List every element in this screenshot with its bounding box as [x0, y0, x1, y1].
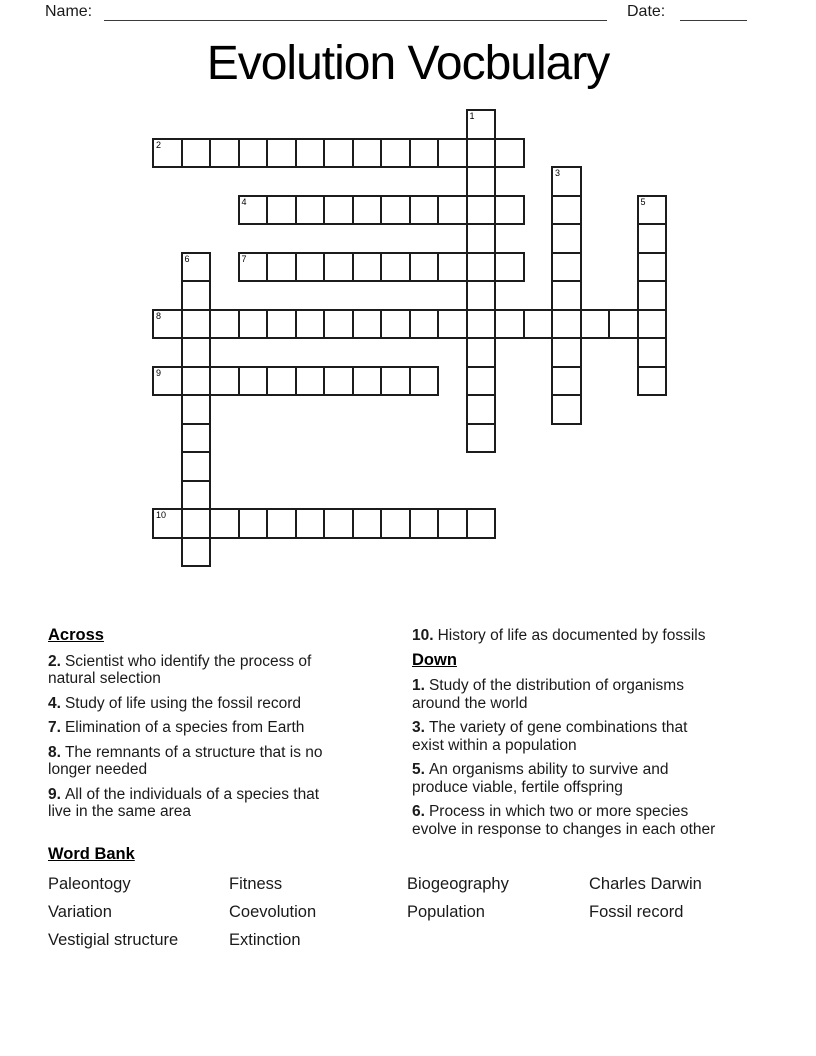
grid-cell[interactable]	[352, 252, 383, 283]
word-bank-item: Fossil record	[589, 903, 684, 921]
grid-cell[interactable]	[409, 252, 440, 283]
grid-cell[interactable]	[551, 252, 582, 283]
grid-cell[interactable]	[551, 394, 582, 425]
clue-text: Scientist who identify the process of	[64, 652, 312, 670]
grid-cell[interactable]	[295, 195, 326, 226]
clue-text: All of the individuals of a species that	[64, 785, 320, 803]
grid-cell[interactable]	[466, 138, 497, 169]
grid-cell[interactable]	[181, 423, 212, 454]
grid-cell-number: 3	[555, 168, 561, 178]
grid-cell[interactable]	[466, 508, 497, 539]
grid-cell[interactable]	[466, 252, 497, 283]
grid-cell[interactable]	[295, 138, 326, 169]
grid-cell[interactable]	[209, 366, 240, 397]
clue-number: 9.	[48, 785, 61, 803]
clue-down-5	[412, 761, 786, 796]
grid-cell[interactable]	[181, 394, 212, 425]
clue-text-line2: live in the same area	[48, 803, 192, 820]
grid-cell[interactable]	[238, 309, 269, 340]
grid-cell[interactable]	[295, 309, 326, 340]
grid-cell[interactable]	[409, 366, 440, 397]
clue-text: The variety of gene combinations that	[428, 719, 688, 736]
grid-cell[interactable]	[238, 508, 269, 539]
grid-cell[interactable]	[494, 309, 525, 340]
grid-cell[interactable]	[466, 423, 497, 454]
grid-cell[interactable]	[637, 223, 668, 254]
date-field-line[interactable]	[680, 2, 747, 21]
page-title: Evolution Vocbulary	[206, 37, 610, 90]
grid-cell[interactable]	[580, 309, 611, 340]
name-field-line[interactable]	[104, 2, 607, 21]
grid-cell[interactable]	[437, 309, 468, 340]
clue-number: 1.	[412, 677, 425, 694]
grid-cell[interactable]	[152, 508, 183, 539]
grid-cell[interactable]	[352, 508, 383, 539]
clue-across-7	[48, 719, 382, 737]
grid-cell-number: 5	[640, 196, 646, 207]
grid-cell[interactable]	[637, 252, 668, 283]
grid-cell[interactable]	[238, 195, 269, 226]
grid-cell-number: 2	[156, 139, 162, 150]
grid-cell[interactable]	[409, 309, 440, 340]
grid-cell[interactable]	[323, 138, 354, 169]
clue-number: 10.	[412, 627, 434, 644]
name-label: Name:	[45, 3, 93, 20]
grid-cell[interactable]	[466, 166, 497, 197]
clue-across-4	[48, 695, 382, 713]
grid-cell[interactable]	[209, 309, 240, 340]
grid-cell[interactable]	[380, 252, 411, 283]
clue-text: Study of the distribution of organisms	[428, 677, 684, 694]
grid-cell[interactable]	[266, 138, 297, 169]
grid-cell[interactable]	[181, 366, 212, 397]
grid-cell[interactable]	[637, 280, 668, 311]
grid-cell[interactable]	[152, 366, 183, 397]
clue-number: 3.	[412, 719, 425, 736]
grid-cell[interactable]	[295, 252, 326, 283]
grid-cell-number: 1	[469, 111, 475, 121]
clue-number: 6.	[412, 803, 425, 820]
grid-cell[interactable]	[323, 195, 354, 226]
grid-cell[interactable]	[523, 309, 554, 340]
grid-cell-number: 6	[184, 253, 190, 264]
grid-cell-number: 9	[156, 367, 162, 378]
word-bank	[48, 845, 778, 959]
grid-cell[interactable]	[181, 451, 212, 482]
grid-cell-number: 10	[156, 510, 167, 520]
grid-cell[interactable]	[352, 309, 383, 340]
clue-down-6	[412, 803, 786, 838]
clue-number: 8.	[48, 743, 61, 761]
grid-cell[interactable]	[437, 508, 468, 539]
across-clues-column	[48, 627, 382, 828]
grid-cell[interactable]	[466, 337, 497, 368]
grid-cell[interactable]	[637, 309, 668, 340]
grid-cell[interactable]	[238, 252, 269, 283]
grid-cell-number: 8	[156, 310, 162, 321]
across-heading: Across	[48, 626, 104, 644]
clue-text-line2: evolve in response to changes in each other	[412, 820, 716, 838]
grid-cell[interactable]	[437, 195, 468, 226]
clue-text: Process in which two or more species	[428, 803, 689, 820]
grid-cell[interactable]	[380, 195, 411, 226]
grid-cell-number: 7	[241, 253, 247, 264]
grid-cell[interactable]	[551, 195, 582, 226]
grid-cell[interactable]	[494, 138, 525, 169]
grid-cell[interactable]	[608, 309, 639, 340]
grid-cell[interactable]	[209, 508, 240, 539]
clue-text-line2: natural selection	[48, 670, 161, 687]
clue-text-line2: exist within a population	[412, 736, 577, 754]
grid-cell[interactable]	[494, 252, 525, 283]
grid-cell[interactable]	[409, 508, 440, 539]
grid-cell[interactable]	[637, 337, 668, 368]
grid-cell[interactable]	[181, 309, 212, 340]
crossword-grid	[152, 109, 668, 568]
word-bank-heading: Word Bank	[48, 845, 135, 863]
grid-cell[interactable]	[266, 309, 297, 340]
down-clues-column	[412, 627, 786, 845]
clue-down-3	[412, 719, 786, 754]
grid-cell[interactable]	[323, 508, 354, 539]
grid-cell[interactable]	[238, 366, 269, 397]
grid-cell[interactable]	[181, 138, 212, 169]
clue-down-1	[412, 677, 786, 712]
grid-cell[interactable]	[466, 195, 497, 226]
clue-text-line2: longer needed	[48, 761, 148, 778]
grid-cell[interactable]	[266, 252, 297, 283]
grid-cell[interactable]	[238, 138, 269, 169]
grid-cell[interactable]	[637, 195, 668, 226]
grid-cell[interactable]	[181, 252, 212, 283]
grid-cell[interactable]	[466, 109, 497, 140]
grid-cell[interactable]	[466, 394, 497, 425]
clue-number: 4.	[48, 694, 61, 712]
clue-text: The remnants of a structure that is no	[64, 743, 323, 761]
grid-cell[interactable]	[181, 508, 212, 539]
word-bank-item: Variation	[48, 903, 112, 921]
grid-cell[interactable]	[209, 138, 240, 169]
clue-text-line2: produce viable, fertile offspring	[412, 778, 623, 796]
word-bank-item: Vestigial structure	[48, 931, 179, 949]
word-bank-grid	[48, 875, 778, 959]
grid-cell[interactable]	[380, 366, 411, 397]
grid-cell[interactable]	[466, 223, 497, 254]
grid-cell[interactable]	[295, 508, 326, 539]
grid-cell[interactable]	[181, 480, 212, 511]
clue-text: An organisms ability to survive and	[428, 761, 669, 778]
grid-cell[interactable]	[152, 138, 183, 169]
clue-text-line2: around the world	[412, 694, 528, 712]
clue-across-9	[48, 786, 382, 821]
grid-cell[interactable]	[437, 252, 468, 283]
grid-cell[interactable]	[266, 366, 297, 397]
clue-across-8	[48, 744, 382, 779]
grid-cell-number: 4	[241, 196, 247, 207]
grid-cell[interactable]	[409, 138, 440, 169]
grid-cell[interactable]	[437, 138, 468, 169]
grid-cell[interactable]	[380, 508, 411, 539]
grid-cell[interactable]	[380, 309, 411, 340]
grid-cell[interactable]	[181, 337, 212, 368]
date-label: Date:	[627, 3, 666, 20]
clue-text: Study of life using the fossil record	[64, 694, 302, 712]
grid-cell[interactable]	[323, 309, 354, 340]
clue-number: 2.	[48, 652, 61, 670]
grid-cell[interactable]	[551, 366, 582, 397]
grid-cell[interactable]	[551, 166, 582, 197]
word-bank-item: Coevolution	[229, 903, 317, 921]
word-bank-item: Population	[407, 903, 485, 921]
grid-cell[interactable]	[551, 223, 582, 254]
grid-cell[interactable]	[380, 138, 411, 169]
grid-cell[interactable]	[551, 337, 582, 368]
clue-text: Elimination of a species from Earth	[64, 719, 305, 736]
grid-cell[interactable]	[181, 280, 212, 311]
word-bank-item: Paleontogy	[48, 875, 131, 893]
clue-number: 5.	[412, 761, 425, 778]
grid-cell[interactable]	[352, 195, 383, 226]
grid-cell[interactable]	[323, 366, 354, 397]
grid-cell[interactable]	[551, 280, 582, 311]
grid-cell[interactable]	[352, 138, 383, 169]
grid-cell[interactable]	[295, 366, 326, 397]
grid-cell[interactable]	[637, 366, 668, 397]
grid-cell[interactable]	[466, 366, 497, 397]
word-bank-item: Extinction	[229, 931, 301, 949]
grid-cell[interactable]	[409, 195, 440, 226]
clue-number: 7.	[48, 719, 61, 736]
grid-cell[interactable]	[323, 252, 354, 283]
grid-cell[interactable]	[266, 195, 297, 226]
grid-cell[interactable]	[266, 508, 297, 539]
word-bank-item: Charles Darwin	[589, 875, 702, 893]
word-bank-item: Biogeography	[407, 875, 509, 893]
word-bank-item: Fitness	[229, 875, 283, 893]
grid-cell[interactable]	[152, 309, 183, 340]
clue-across-2	[48, 653, 382, 688]
grid-cell[interactable]	[352, 366, 383, 397]
grid-cell[interactable]	[466, 280, 497, 311]
grid-cell[interactable]	[181, 537, 212, 568]
clue-text: History of life as documented by fossils	[437, 627, 706, 644]
clue-across-10	[412, 627, 786, 645]
down-heading: Down	[412, 650, 457, 669]
grid-cell[interactable]	[494, 195, 525, 226]
grid-cell[interactable]	[466, 309, 497, 340]
grid-cell[interactable]	[551, 309, 582, 340]
